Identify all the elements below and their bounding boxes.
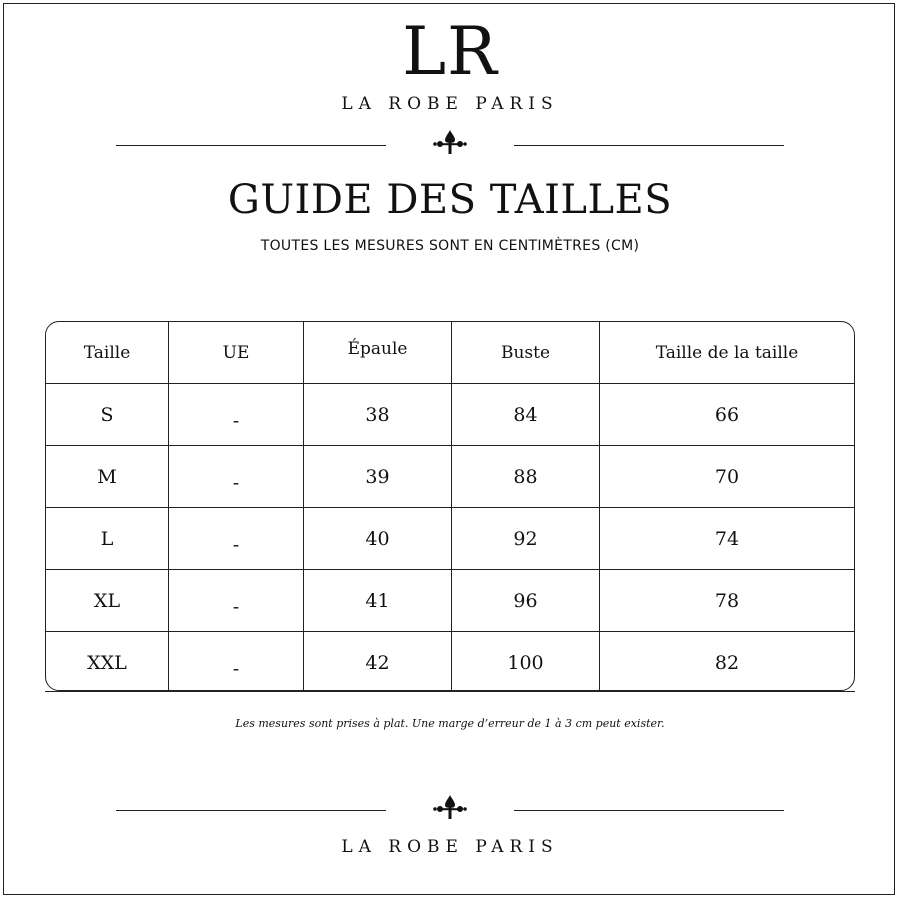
fleur-de-lis-icon: [430, 128, 470, 158]
table-row: [46, 445, 854, 508]
header-cell-buste: Buste: [451, 322, 599, 383]
table-header-row: [46, 322, 854, 383]
table-row: [46, 631, 854, 691]
divider-left-top: [116, 145, 386, 146]
table-underline: [45, 691, 855, 692]
bust-cell: 84: [451, 384, 599, 446]
page-title: GUIDE DES TAILLES: [227, 177, 673, 223]
waist-cell: 70: [599, 446, 854, 508]
shoulder-cell: 41: [303, 570, 451, 632]
size-cell: XXL: [87, 651, 127, 674]
shoulder-cell: 39: [303, 446, 451, 508]
bust-cell: 88: [451, 446, 599, 508]
fleur-de-lis-icon: [430, 793, 470, 823]
waist-cell: 82: [599, 632, 854, 691]
bust-cell: 92: [451, 508, 599, 570]
size-table: [45, 321, 855, 691]
waist-cell: 74: [599, 508, 854, 570]
waist-cell: 78: [599, 570, 854, 632]
ue-cell: -: [168, 384, 303, 446]
brand-name-bottom: LA ROBE PARIS: [341, 837, 559, 857]
brand-name-top: LA ROBE PARIS: [341, 94, 559, 114]
header-cell-tour-de-taille: Taille de la taille: [599, 322, 854, 383]
ue-cell: -: [168, 508, 303, 570]
shoulder-cell: 42: [303, 632, 451, 691]
table-row: [46, 507, 854, 570]
divider-right-top: [514, 145, 784, 146]
divider-right-bottom: [514, 810, 784, 811]
size-cell: M: [97, 466, 117, 488]
table-row: [46, 383, 854, 446]
size-cell: L: [100, 528, 114, 550]
size-cell: S: [100, 404, 114, 426]
ue-cell: -: [168, 446, 303, 508]
size-cell: XL: [93, 590, 121, 612]
shoulder-cell: 38: [303, 384, 451, 446]
ue-cell: -: [168, 570, 303, 632]
ue-cell: -: [168, 632, 303, 691]
measurement-note: Les mesures sont prises à plat. Une marge d’erreur de 1 à 3 cm peut exister.: [235, 717, 665, 730]
divider-left-bottom: [116, 810, 386, 811]
page-subtitle: TOUTES LES MESURES SONT EN CENTIMÈTRES (CM): [260, 238, 640, 254]
bust-cell: 96: [451, 570, 599, 632]
header-cell-epaule: Épaule: [303, 322, 451, 383]
bust-cell: 100: [451, 632, 599, 691]
shoulder-cell: 40: [303, 508, 451, 570]
header-cell-taille: Taille: [83, 342, 131, 363]
logo: LR: [402, 13, 498, 90]
header-cell-ue: UE: [168, 322, 303, 383]
table-row: [46, 569, 854, 632]
waist-cell: 66: [599, 384, 854, 446]
